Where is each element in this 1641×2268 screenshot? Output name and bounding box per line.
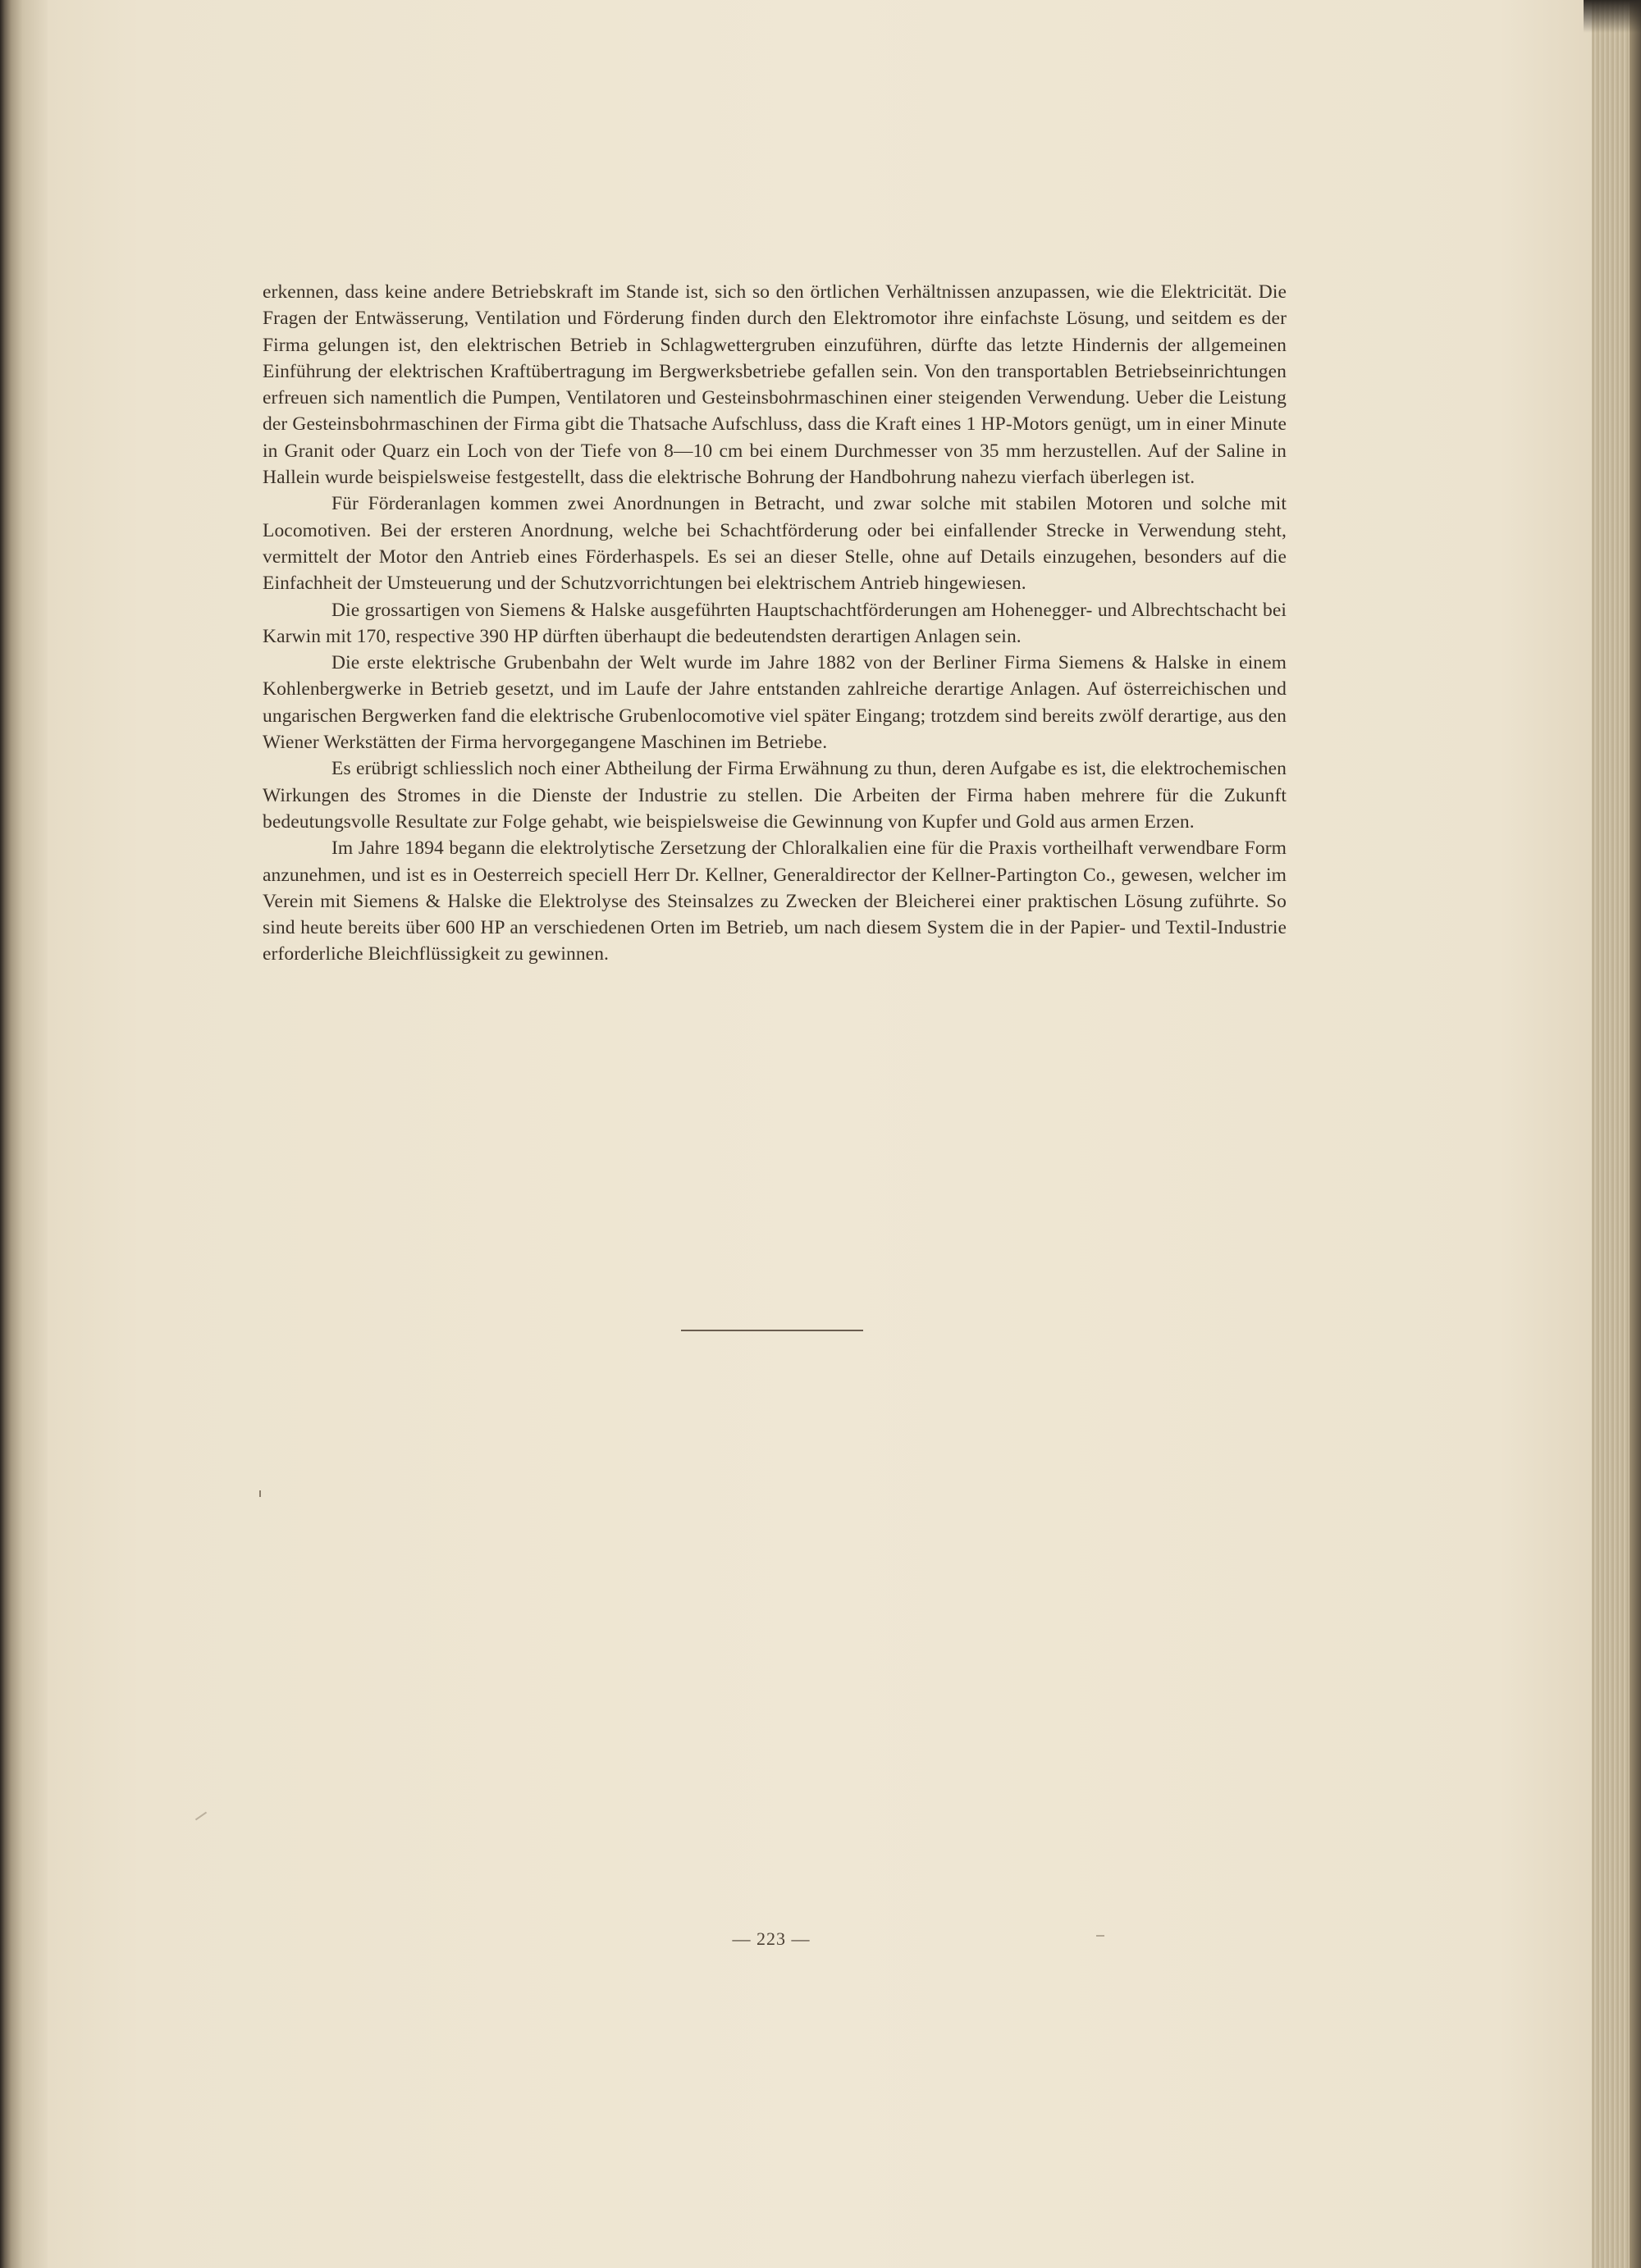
book-gutter-shadow [0,0,48,2268]
paragraph: Die grossartigen von Siemens & Halske ausgeführten Hauptschachtförderungen am Hohenegger- und Albrechtschacht bei Karwin mit 170, respective 390 HP dürften überhaupt die bedeutendsten derartigen Anlagen sein. [263,599,1287,647]
paragraph: Die erste elektrische Grubenbahn der Welt wurde im Jahre 1882 von der Berliner Firma Siemens & Halske in einem Kohlenbergwerke in Betrieb gesetzt, und im Laufe der Jahre entstanden zahlreiche derartige Anlagen. Auf österreichischen und ungarischen Bergwerken fand die elektrische Grubenlocomotive viel später Eingang; trotzdem sind bereits zwölf derartige, aus den Wiener Werkstätten der Firma hervorgegangene Maschinen im Betriebe. [263,652,1287,754]
paragraph: Es erübrigt schliesslich noch einer Abtheilung der Firma Erwähnung zu thun, deren Aufgabe es ist, die elektrochemischen Wirkungen des Stromes in die Dienste der Industrie zu stellen. Die Arbeiten der Firma haben mehrere für die Zukunft bedeutungsvolle Resultate zur Folge gehabt, wie beispielsweise die Gewinnung von Kupfer und Gold aus armen Erzen. [263,758,1287,833]
paper-speck [1096,1935,1104,1937]
page-stack-edge [1592,0,1641,2268]
body-text [263,279,1287,968]
paragraph: erkennen, dass keine andere Betriebskraft im Stande ist, sich so den örtlichen Verhältnissen anzupassen, wie die Elektricität. Die Fragen der Entwässerung, Ventilation und Förderung finden durch den Elektromotor ihre einfachste Lösung, und seitdem es der Firma gelungen ist, den elektrischen Betrieb in Schlagwettergruben einzuführen, dürfte das letzte Hindernis der allgemeinen Einführung der elektrischen Kraftübertragung im Bergwerksbetriebe gefallen sein. Von den transportablen Betriebseinrichtungen erfreuen sich namentlich die Pumpen, Ventilatoren und Gesteinsbohrmaschinen einer steigenden Verwendung. Ueber die Leistung der Gesteinsbohrmaschinen der Firma gibt die Thatsache Aufschluss, dass die Kraft eines 1 HP-Motors genügt, um in einer Minute in Granit oder Quarz ein Loch von der Tiefe von 8—10 cm bei einem Durchmesser von 35 mm herzustellen. Auf der Saline in Hallein wurde beispielsweise festgestellt, dass die elektrische Bohrung der Handbohrung nahezu vierfach überlegen ist. [263,281,1287,489]
section-divider [681,1330,863,1331]
scan-corner-shadow [1584,0,1641,33]
paragraph: Im Jahre 1894 begann die elektrolytische Zersetzung der Chloralkalien eine für die Praxis vortheilhaft verwendbare Form anzunehmen, und ist es in Oesterreich speciell Herr Dr. Kellner, Generaldirector der Kellner-Partington Co., gewesen, welcher im Verein mit Siemens & Halske die Elektrolyse des Steinsalzes zu Zwecken der Bleicherei einer praktischen Lösung zuführte. So sind heute bereits über 600 HP an verschiedenen Orten im Betrieb, um nach diesem System die in der Papier- und Textil-Industrie erforderliche Bleichflüssigkeit zu gewinnen. [263,837,1287,965]
paper-speck [259,1490,261,1497]
page-number: — 223 — [732,1928,811,1949]
paragraph: Für Förderanlagen kommen zwei Anordnungen in Betracht, und zwar solche mit stabilen Motoren und solche mit Locomotiven. Bei der ersteren Anordnung, welche bei Schachtförderung oder bei einfallender Strecke in Verwendung steht, vermittelt der Motor den Antrieb eines Förderhaspels. Es sei an dieser Stelle, ohne auf Details einzugehen, besonders auf die Einfachheit der Umsteuerung und der Schutzvorrichtungen bei elektrischem Antrieb hingewiesen. [263,493,1287,595]
